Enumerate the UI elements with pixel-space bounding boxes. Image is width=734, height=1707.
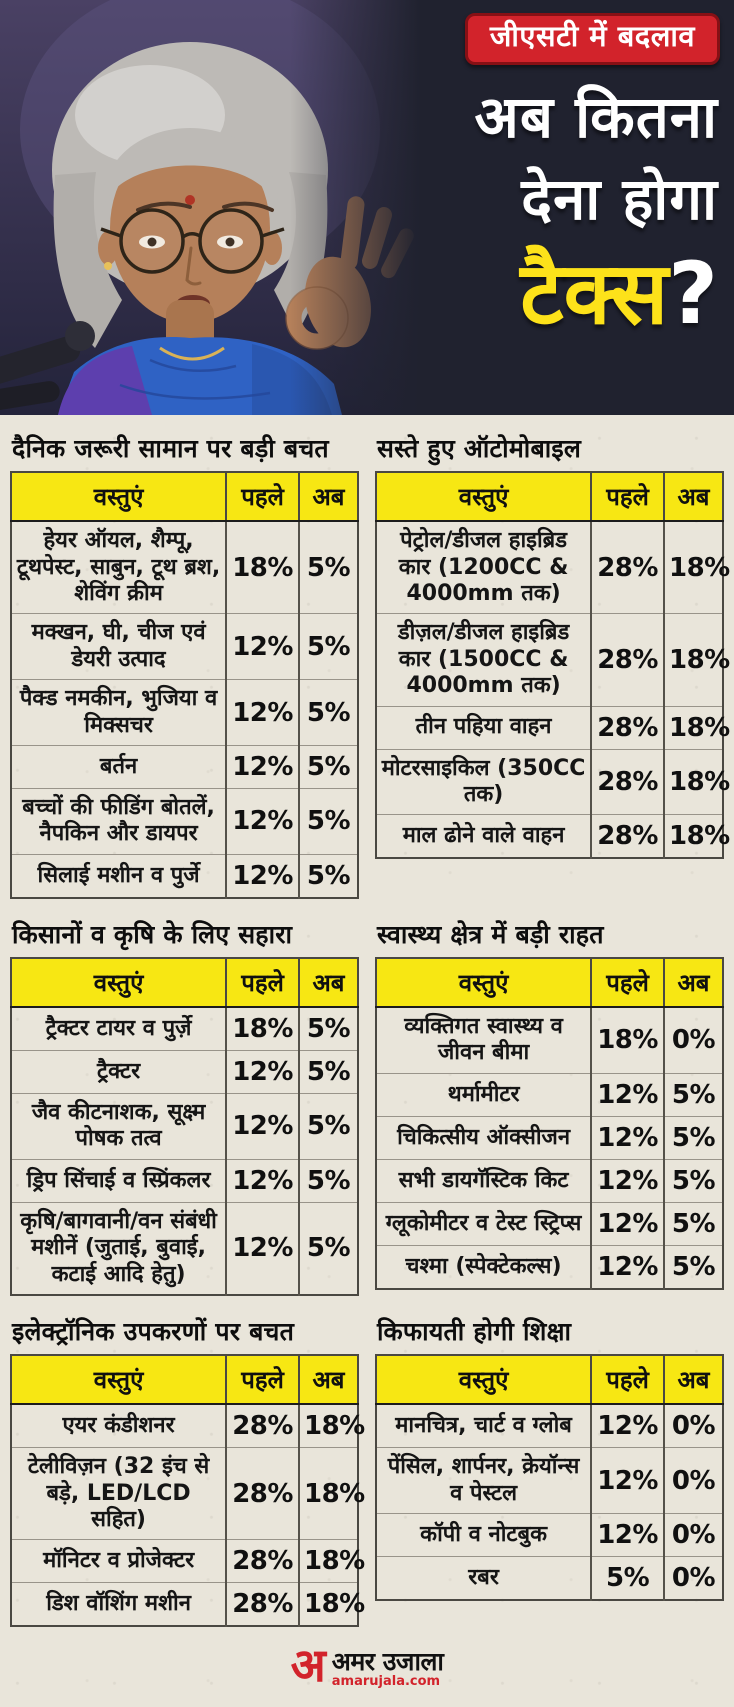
column-header-before: पहले — [226, 1355, 299, 1404]
item-cell: डीज़ल/डीजल हाइब्रिड कार (1500CC & 4000mm तक) — [376, 614, 591, 706]
after-rate-cell: 5% — [664, 1159, 723, 1202]
item-cell: ड्रिप सिंचाई व स्प्रिंकलर — [11, 1159, 226, 1202]
before-rate-cell: 18% — [591, 1007, 664, 1073]
before-rate-cell: 28% — [591, 521, 664, 614]
logo-name: अमर उजाला — [331, 1647, 444, 1677]
item-cell: ग्लूकोमीटर व टेस्ट स्ट्रिप्स — [376, 1202, 591, 1245]
section-title: स्वास्थ्य क्षेत्र में बड़ी राहत — [377, 919, 604, 949]
after-rate-cell: 0% — [664, 1448, 723, 1514]
table-header-row — [11, 958, 358, 1007]
table-row — [376, 1245, 723, 1289]
after-rate-cell: 18% — [299, 1540, 358, 1583]
item-cell: एयर कंडीशनर — [11, 1404, 226, 1448]
column-header-items: वस्तुएं — [376, 472, 591, 521]
column-header-after: अब — [299, 958, 358, 1007]
column-header-items: वस्तुएं — [376, 958, 591, 1007]
item-cell: थर्मामीटर — [376, 1073, 591, 1116]
before-rate-cell: 12% — [226, 680, 299, 746]
before-rate-cell: 12% — [591, 1159, 664, 1202]
rates-table — [10, 471, 359, 899]
item-cell: जैव कीटनाशक, सूक्ष्म पोषक तत्व — [11, 1094, 226, 1160]
item-cell: चिकित्सीय ऑक्सीजन — [376, 1116, 591, 1159]
tables-area — [0, 415, 734, 1637]
table-row — [11, 1540, 358, 1583]
after-rate-cell: 5% — [664, 1116, 723, 1159]
after-rate-cell: 0% — [664, 1007, 723, 1073]
item-cell: हेयर ऑयल, शैम्पू, टूथपेस्ट, साबुन, टूथ ब्रश, शेविंग क्रीम — [11, 521, 226, 614]
section-farmers-agriculture — [10, 909, 359, 1296]
table-row — [11, 1404, 358, 1448]
table-row — [376, 1073, 723, 1116]
item-cell: चश्मा (स्पेक्टेकल्स) — [376, 1245, 591, 1289]
after-rate-cell: 5% — [299, 614, 358, 680]
after-rate-cell: 5% — [299, 1159, 358, 1202]
after-rate-cell: 18% — [299, 1404, 358, 1448]
before-rate-cell: 28% — [591, 749, 664, 815]
column-header-after: अब — [299, 1355, 358, 1404]
rates-table — [10, 957, 359, 1296]
item-cell: रबर — [376, 1557, 591, 1601]
amar-ujala-logo — [290, 1638, 444, 1693]
table-row — [376, 1514, 723, 1557]
after-rate-cell: 5% — [299, 1051, 358, 1094]
column-header-after: अब — [664, 472, 723, 521]
before-rate-cell: 12% — [226, 788, 299, 854]
rates-table — [375, 1354, 724, 1601]
amar-ujala-a-icon: अ — [290, 1638, 326, 1693]
column-header-items: वस्तुएं — [11, 958, 226, 1007]
item-cell: कृषि/बागवानी/वन संबंधी मशीनें (जुताई, बुवाई, कटाई आदि हेतु) — [11, 1202, 226, 1295]
before-rate-cell: 12% — [226, 1094, 299, 1160]
item-cell: बच्चों की फीडिंग बोतलें, नैपकिन और डायपर — [11, 788, 226, 854]
after-rate-cell: 18% — [664, 521, 723, 614]
headline — [474, 76, 718, 344]
before-rate-cell: 28% — [591, 706, 664, 749]
section-automobiles — [375, 423, 730, 859]
section-education — [375, 1306, 724, 1601]
section-title: इलेक्ट्रॉनिक उपकरणों पर बचत — [12, 1316, 295, 1346]
finance-minister-photo — [0, 0, 420, 415]
column-header-items: वस्तुएं — [11, 1355, 226, 1404]
column-header-before: पहले — [226, 472, 299, 521]
table-row — [11, 1159, 358, 1202]
after-rate-cell: 5% — [299, 521, 358, 614]
column-header-before: पहले — [226, 958, 299, 1007]
table-row — [376, 815, 723, 859]
table-row — [376, 614, 723, 706]
before-rate-cell: 5% — [591, 1557, 664, 1601]
item-cell: ट्रैक्टर — [11, 1051, 226, 1094]
table-row — [11, 1583, 358, 1627]
table-header-row — [11, 1355, 358, 1404]
table-row — [376, 706, 723, 749]
table-row — [11, 614, 358, 680]
column-header-items: वस्तुएं — [376, 1355, 591, 1404]
before-rate-cell: 28% — [226, 1448, 299, 1540]
table-row — [376, 1202, 723, 1245]
headline-question-mark: ? — [668, 243, 718, 344]
after-rate-cell: 0% — [664, 1514, 723, 1557]
item-cell: सिलाई मशीन व पुर्जे — [11, 854, 226, 898]
table-row — [11, 1094, 358, 1160]
item-cell: माल ढोने वाले वाहन — [376, 815, 591, 859]
table-row — [11, 1202, 358, 1295]
table-row — [11, 680, 358, 746]
item-cell: कॉपी व नोटबुक — [376, 1514, 591, 1557]
table-row — [376, 521, 723, 614]
item-cell: बर्तन — [11, 745, 226, 788]
table-header-row — [376, 472, 723, 521]
after-rate-cell: 5% — [299, 854, 358, 898]
column-header-after: अब — [664, 1355, 723, 1404]
column-header-after: अब — [299, 472, 358, 521]
after-rate-cell: 18% — [664, 749, 723, 815]
section-title: किफायती होगी शिक्षा — [377, 1316, 572, 1346]
before-rate-cell: 18% — [226, 521, 299, 614]
before-rate-cell: 12% — [591, 1514, 664, 1557]
after-rate-cell: 5% — [299, 680, 358, 746]
before-rate-cell: 12% — [591, 1202, 664, 1245]
after-rate-cell: 5% — [299, 1094, 358, 1160]
before-rate-cell: 28% — [226, 1540, 299, 1583]
section-title: किसानों व कृषि के लिए सहारा — [12, 919, 293, 949]
table-row — [376, 1557, 723, 1601]
before-rate-cell: 28% — [226, 1404, 299, 1448]
item-cell: मॉनिटर व प्रोजेक्टर — [11, 1540, 226, 1583]
table-row — [376, 1159, 723, 1202]
section-daily-essentials — [10, 423, 359, 899]
table-row — [376, 1007, 723, 1073]
before-rate-cell: 12% — [591, 1404, 664, 1448]
logo-text-block — [332, 1645, 444, 1691]
column-header-before: पहले — [591, 958, 664, 1007]
rates-table — [10, 1354, 365, 1627]
table-header-row — [11, 472, 358, 521]
before-rate-cell: 28% — [591, 614, 664, 706]
footer — [0, 1637, 734, 1707]
rates-table — [375, 471, 730, 859]
table-row — [11, 854, 358, 898]
after-rate-cell: 18% — [664, 706, 723, 749]
table-row — [11, 745, 358, 788]
headline-line-1: अब कितना — [474, 83, 718, 151]
headline-accent-word: टैक्स — [520, 243, 669, 344]
item-cell: मक्खन, घी, चीज एवं डेयरी उत्पाद — [11, 614, 226, 680]
item-cell: मोटरसाइकिल (350CC तक) — [376, 749, 591, 815]
after-rate-cell: 5% — [299, 745, 358, 788]
item-cell: डिश वॉशिंग मशीन — [11, 1583, 226, 1627]
section-health — [375, 909, 724, 1290]
before-rate-cell: 12% — [591, 1245, 664, 1289]
after-rate-cell: 18% — [299, 1448, 358, 1540]
before-rate-cell: 12% — [226, 1051, 299, 1094]
table-row — [376, 1116, 723, 1159]
before-rate-cell: 12% — [226, 1202, 299, 1295]
before-rate-cell: 12% — [591, 1116, 664, 1159]
item-cell: व्यक्तिगत स्वास्थ्य व जीवन बीमा — [376, 1007, 591, 1073]
before-rate-cell: 12% — [226, 1159, 299, 1202]
logo-domain: amarujala.com — [331, 1674, 441, 1690]
section-title: दैनिक जरूरी सामान पर बड़ी बचत — [12, 434, 329, 463]
after-rate-cell: 18% — [299, 1583, 358, 1627]
tables-grid — [10, 423, 730, 1637]
headline-line-2: देना होगा — [521, 165, 718, 234]
before-rate-cell: 12% — [226, 745, 299, 788]
column-header-before: पहले — [591, 472, 664, 521]
item-cell: मानचित्र, चार्ट व ग्लोब — [376, 1404, 591, 1448]
before-rate-cell: 28% — [591, 815, 664, 859]
after-rate-cell: 5% — [299, 1007, 358, 1051]
after-rate-cell: 0% — [664, 1557, 723, 1601]
table-header-row — [376, 958, 723, 1007]
before-rate-cell: 18% — [226, 1007, 299, 1051]
item-cell: ट्रैक्टर टायर व पुर्ज़े — [11, 1007, 226, 1051]
after-rate-cell: 0% — [664, 1404, 723, 1448]
table-row — [376, 1404, 723, 1448]
column-header-after: अब — [664, 958, 723, 1007]
table-row — [11, 788, 358, 854]
rates-table — [375, 957, 724, 1290]
item-cell: सभी डायगॅस्टिक किट — [376, 1159, 591, 1202]
before-rate-cell: 12% — [591, 1448, 664, 1514]
before-rate-cell: 12% — [226, 854, 299, 898]
section-electronics — [10, 1306, 365, 1627]
table-row — [11, 521, 358, 614]
table-row — [376, 749, 723, 815]
column-header-items: वस्तुएं — [11, 472, 226, 521]
column-header-before: पहले — [591, 1355, 664, 1404]
after-rate-cell: 5% — [299, 788, 358, 854]
before-rate-cell: 12% — [591, 1073, 664, 1116]
after-rate-cell: 5% — [299, 1202, 358, 1295]
after-rate-cell: 5% — [664, 1073, 723, 1116]
table-row — [11, 1051, 358, 1094]
table-row — [376, 1448, 723, 1514]
item-cell: तीन पहिया वाहन — [376, 706, 591, 749]
headline-accent-line — [475, 243, 718, 344]
table-row — [11, 1007, 358, 1051]
item-cell: पैक्ड नमकीन, भुजिया व मिक्सचर — [11, 680, 226, 746]
table-header-row — [376, 1355, 723, 1404]
section-title: सस्ते हुए ऑटोमोबाइल — [377, 434, 582, 463]
table-row — [11, 1448, 358, 1540]
after-rate-cell: 18% — [664, 815, 723, 859]
item-cell: पेंसिल, शार्पनर, क्रेयॉन्स व पेस्टल — [376, 1448, 591, 1514]
before-rate-cell: 12% — [226, 614, 299, 680]
hero-section — [0, 0, 734, 415]
before-rate-cell: 28% — [226, 1583, 299, 1627]
after-rate-cell: 18% — [664, 614, 723, 706]
item-cell: पेट्रोल/डीजल हाइब्रिड कार (1200CC & 4000mm तक) — [376, 521, 591, 614]
after-rate-cell: 5% — [664, 1202, 723, 1245]
after-rate-cell: 5% — [664, 1245, 723, 1289]
item-cell: टेलीविज़न (32 इंच से बड़े, LED/LCD सहित) — [11, 1448, 226, 1540]
gst-change-badge: जीएसटी में बदलाव — [465, 13, 720, 65]
